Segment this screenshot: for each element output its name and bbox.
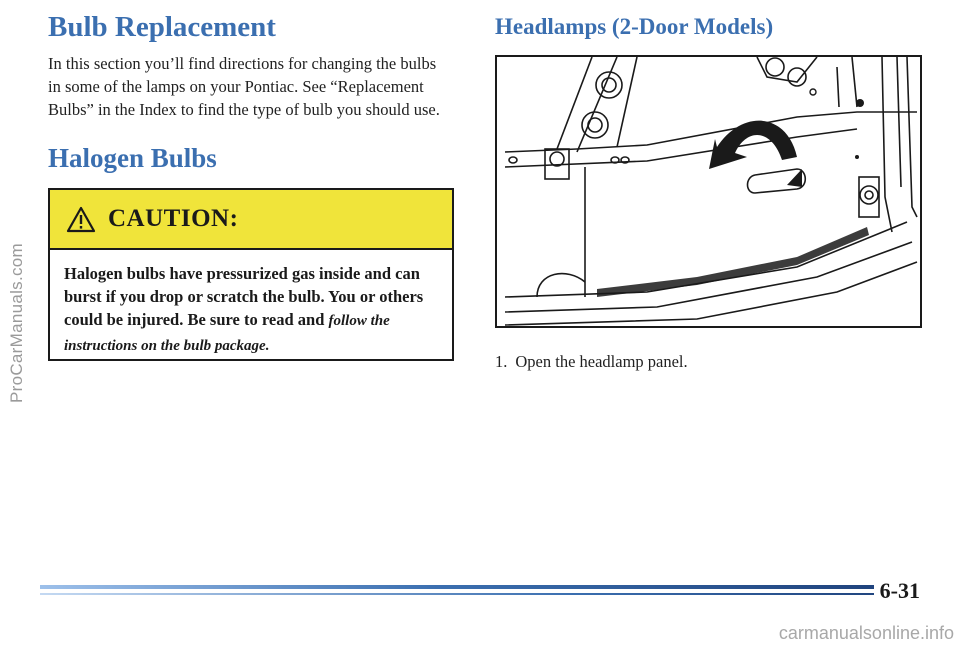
bottom-watermark: carmanualsonline.info <box>778 623 954 643</box>
section-subtitle: Halogen Bulbs <box>48 143 217 173</box>
step-1-number: 1. <box>495 352 508 371</box>
footer-rule <box>40 585 920 589</box>
caution-text <box>50 250 452 358</box>
warning-triangle-icon <box>66 206 96 233</box>
page-title: Bulb Replacement <box>48 11 276 43</box>
caution-text-last: follow the instructions on the bulb package. <box>64 313 390 354</box>
footer-rule-secondary <box>40 593 920 595</box>
headlamps-title: Headlamps (2-Door Models) <box>495 14 774 39</box>
caution-label: CAUTION: <box>108 205 239 232</box>
side-watermark-text: ProCarManuals.com <box>7 242 27 404</box>
caution-text-main: Halogen bulbs have pressurized gas inside and can burst if you drop or scratch the bulb. You or others could be injured. Be sure to read and <box>64 264 424 329</box>
page-number: 6-31 <box>874 578 920 604</box>
side-watermark <box>2 0 32 646</box>
intro-paragraph: In this section you’ll find directions for changing the bulbs in some of the lamps on your Pontiac. See “Replacement Bulbs” in the Index to find the type of bulb you should use. <box>48 54 440 119</box>
headlamp-drawing <box>497 57 920 326</box>
caution-box <box>48 188 454 361</box>
headlamp-panel-illustration <box>495 55 922 328</box>
step-1-text: Open the headlamp panel. <box>515 352 688 371</box>
caution-header <box>50 190 452 250</box>
step-1 <box>495 352 688 372</box>
